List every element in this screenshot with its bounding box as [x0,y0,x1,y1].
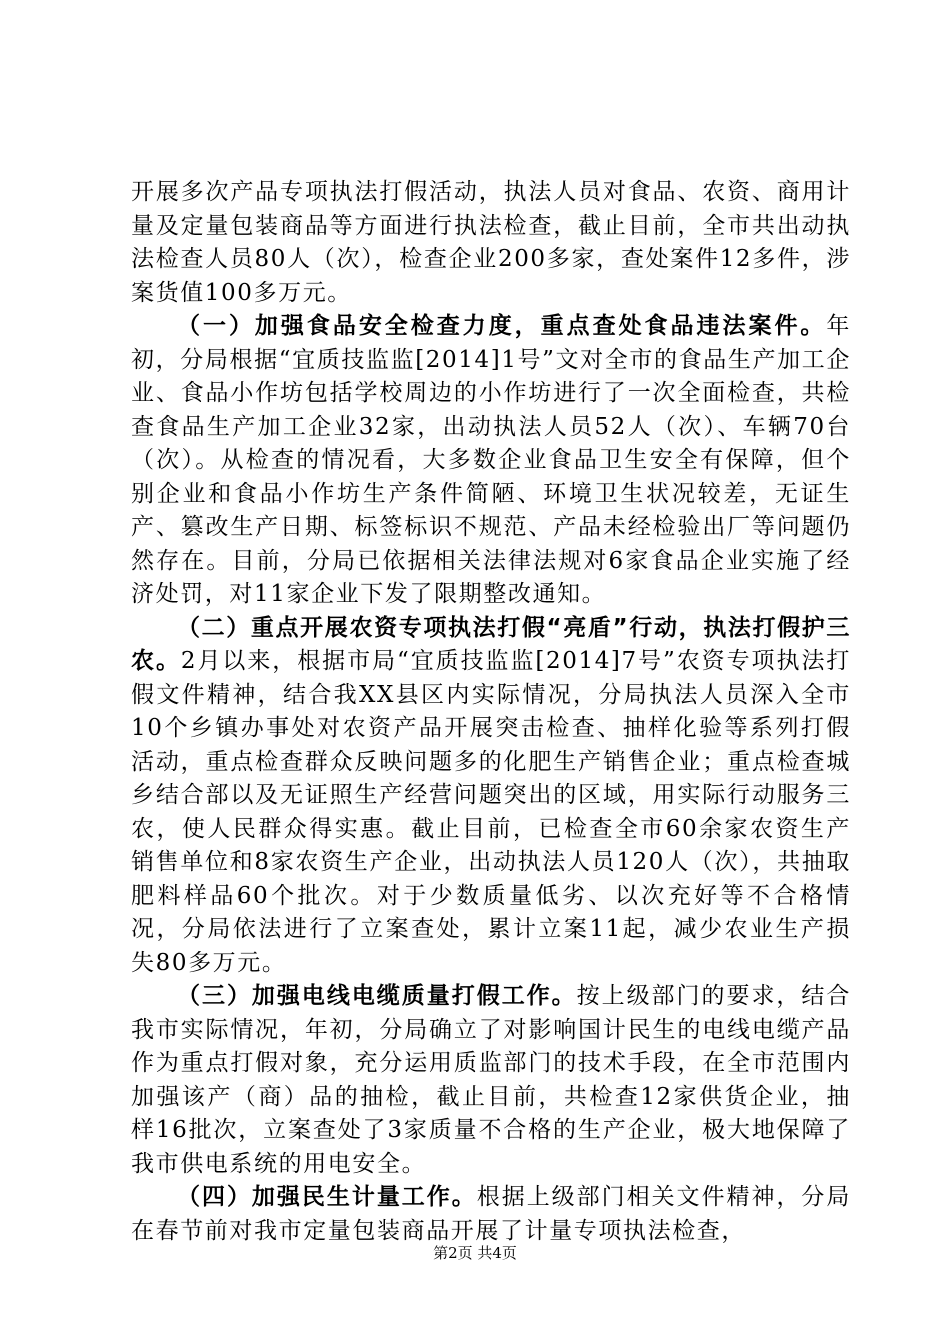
section-heading: （一）加强食品安全检查力度，重点查处食品违法案件。 [177,313,827,339]
paragraph-food-safety [131,310,851,612]
paragraph-metrology [131,1181,851,1248]
paragraph-intro [131,176,851,310]
section-heading: （二）重点开展农资专项执法打假“亮盾”行动，执法打假护三农。 [131,614,851,674]
page-number-label: 第2页 共4页 [433,1244,517,1262]
section-heading: （三）加强电线电缆质量打假工作。 [177,983,577,1009]
paragraph-cable [131,980,851,1181]
page-footer [0,1242,950,1263]
paragraph-text: 2月以来，根据市局“宜质技监监[2014]7号”农资专项执法打假文件精神，结合我XX县区内实际情况，分局执法人员深入全市10个乡镇办事处对农资产品开展突击检查、抽样化验等系列打假活动，重点检查群众反映问题多的化肥生产销售企业；重点检查城乡结合部以及无证照生产经营问题突出的区域，用实际行动服务三农，使人民群众得实惠。截止目前，已检查全市60余家农资生产销售单位和8家农资生产企业，出动执法人员120人（次），共抽取肥料样品60个批次。对于少数质量低劣、以次充好等不合格情况，分局依法进行了立案查处，累计立案11起，减少农业生产损失80多万元。 [131,648,851,976]
paragraph-agricultural [131,612,851,981]
section-heading: （四）加强民生计量工作。 [177,1184,477,1210]
paragraph-text: 根据上级部门相关文件精神，分局在春节前对我市定量包装商品开展了计量专项执法检查， [131,1184,852,1244]
paragraph-text: 年初，分局根据“宜质技监监[2014]1号”文对全市的食品生产加工企业、食品小作坊包括学校周边的小作坊进行了一次全面检查，共检查食品生产加工企业32家，出动执法人员52人（次）、车辆70台（次）。从检查的情况看，大多数企业食品卫生安全有保障，但个别企业和食品小作坊生产条件简陋、环境卫生状况较差，无证生产、篡改生产日期、标签标识不规范、产品未经检验出厂等问题仍然存在。目前，分局已依据相关法律法规对6家食品企业实施了经济处罚，对11家企业下发了限期整改通知。 [131,313,851,607]
paragraph-text: 开展多次产品专项执法打假活动，执法人员对食品、农资、商用计量及定量包装商品等方面进行执法检查，截止目前，全市共出动执法检查人员80人（次），检查企业200多家，查处案件12多件，涉案货值100多万元。 [131,179,851,306]
paragraph-text: 按上级部门的要求，结合我市实际情况，年初，分局确立了对影响国计民生的电线电缆产品作为重点打假对象，充分运用质监部门的技术手段，在全市范围内加强该产（商）品的抽检，截止目前，共检查12家供货企业，抽样16批次，立案查处了3家质量不合格的生产企业，极大地保障了我市供电系统的用电安全。 [131,983,851,1177]
document-body [131,176,851,1248]
